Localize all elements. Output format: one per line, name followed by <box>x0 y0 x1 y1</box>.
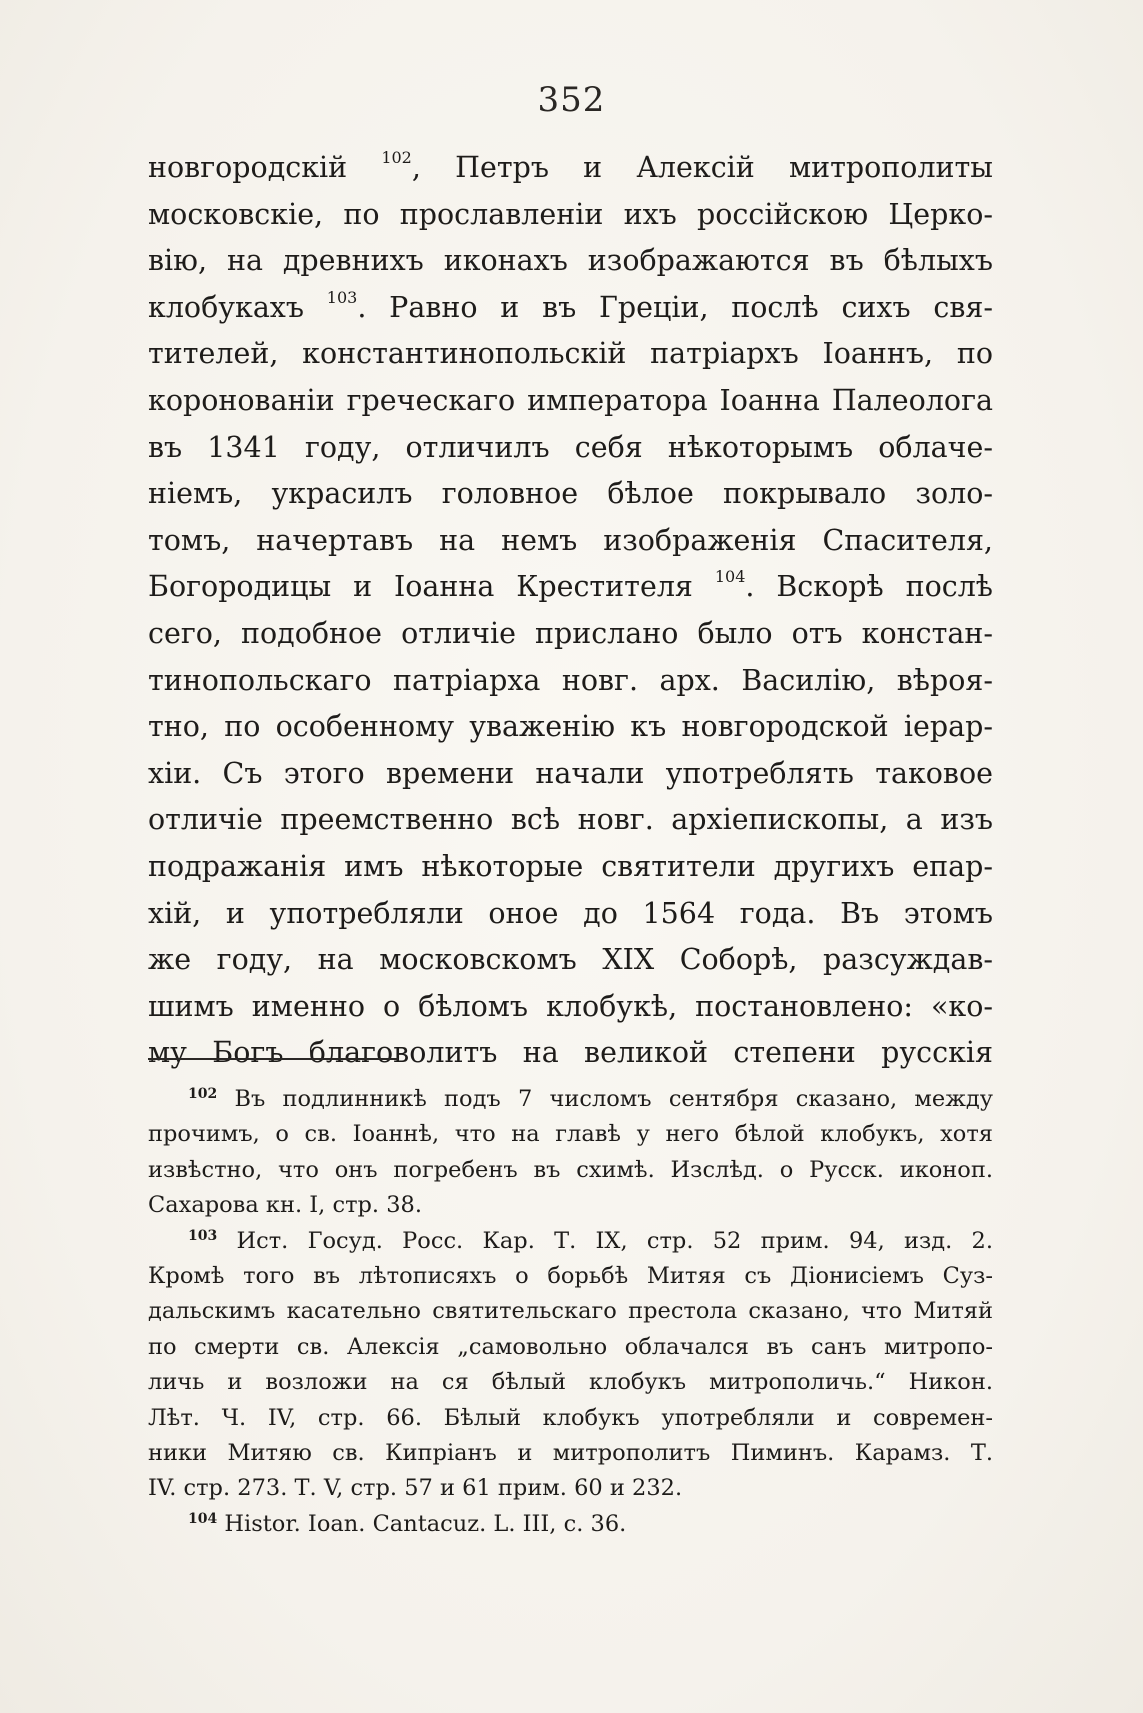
text-line: тно, по особенному уваженію къ новгородской іерар- <box>148 710 993 744</box>
text-line: томъ, начертавъ на немъ изображенія Спасителя, <box>148 523 993 557</box>
text-line: ніемъ, украсилъ головное бѣлое покрывало золо- <box>148 477 993 511</box>
text-line: московскіе, по прославленіи ихъ россійскою Церко- <box>148 197 993 231</box>
footnote-line: ники Митяю св. Кипріанъ и митрополитъ Пиминъ. Карамз. Т. <box>148 1439 993 1466</box>
text-line: вію, на древнихъ иконахъ изображаются въ бѣлыхъ <box>148 244 993 278</box>
footnote-line: $^{102}$ Въ подлинникѣ подъ 7 числомъ сентября сказано, между <box>188 1086 993 1112</box>
text-line: клобукахъ $^{103}$. Равно и въ Греціи, послѣ сихъ свя- <box>148 287 993 324</box>
footnote-line: Лѣт. Ч. IV, стр. 66. Бѣлый клобукъ употребляли и современ- <box>148 1404 993 1431</box>
text-line: въ 1341 году, отличилъ себя нѣкоторымъ облаче- <box>148 430 993 464</box>
text-line: отличіе преемственно всѣ новг. архіепископы, а изъ <box>148 803 993 837</box>
text-line: шимъ именно о бѣломъ клобукѣ, постановлено: «ко- <box>148 989 993 1023</box>
text-line: сего, подобное отличіе прислано было отъ констан- <box>148 616 993 650</box>
text-line: тителей, константинопольскій патріархъ Іоаннъ, по <box>148 337 993 371</box>
footnote-line: извѣстно, что онъ погребенъ въ схимѣ. Изслѣд. о Русск. иконоп. <box>148 1156 993 1183</box>
text-line: же году, на московскомъ XIX Соборѣ, разсуждав- <box>148 943 993 977</box>
footnote-line: $^{104}$ Histor. Ioan. Cantacuz. L. III, c. 36. <box>188 1510 627 1537</box>
footnote-line: по смерти св. Алексія „самовольно облачался въ санъ митропо- <box>148 1333 993 1360</box>
footnote-line: Кромѣ того въ лѣтописяхъ о борьбѣ Митяя съ Діонисіемъ Суз- <box>148 1262 993 1289</box>
text-line: хій, и употребляли оное до 1564 года. Въ этомъ <box>148 896 993 930</box>
footnote-line: личь и возложи на ся бѣлый клобукъ митрополичь.“ Никон. <box>148 1369 993 1396</box>
footnote-line: IV. стр. 273. Т. V, стр. 57 и 61 прим. 60 и 232. <box>148 1475 683 1502</box>
footnote-line: прочимъ, о св. Іоаннѣ, что на главѣ у него бѣлой клобукъ, хотя <box>148 1121 993 1148</box>
footnote-number: 103 <box>188 1227 218 1244</box>
text-line: подражанія имъ нѣкоторые святители другихъ епар- <box>148 849 993 883</box>
page-number: 352 <box>537 80 606 120</box>
footnote-line: дальскимъ касательно святительскаго престола сказано, что Митяй <box>148 1298 993 1325</box>
text-line: тинопольскаго патріарха новг. арх. Василію, вѣроя- <box>148 663 993 697</box>
footnote-ref[interactable]: 102 <box>381 148 412 167</box>
footnote-line: Сахарова кн. I, стр. 38. <box>148 1192 423 1219</box>
text-line: хіи. Съ этого времени начали употреблять таковое <box>148 756 993 790</box>
footnote-ref[interactable]: 104 <box>714 567 746 587</box>
footnote-divider <box>148 1058 398 1060</box>
footnote-line: $^{103}$ Ист. Госуд. Росс. Кар. Т. IX, стр. 52 прим. 94, изд. 2. <box>188 1227 993 1254</box>
text-line: му Богъ благоволитъ на великой степени русскія <box>148 1036 993 1070</box>
text-line: Богородицы и Іоанна Крестителя $^{104}$. Вскорѣ послѣ <box>148 567 993 604</box>
text-line: новгородскій $^{102}$, Петръ и Алексій митрополиты <box>148 148 993 184</box>
footnote-number: 102 <box>188 1086 218 1102</box>
footnotes <box>148 1082 993 1542</box>
footnote-ref[interactable]: 103 <box>326 287 358 307</box>
footnote-number: 104 <box>188 1510 218 1527</box>
text-line: коронованіи греческаго императора Іоанна Палеолога <box>148 383 993 417</box>
main-text <box>148 145 993 1077</box>
